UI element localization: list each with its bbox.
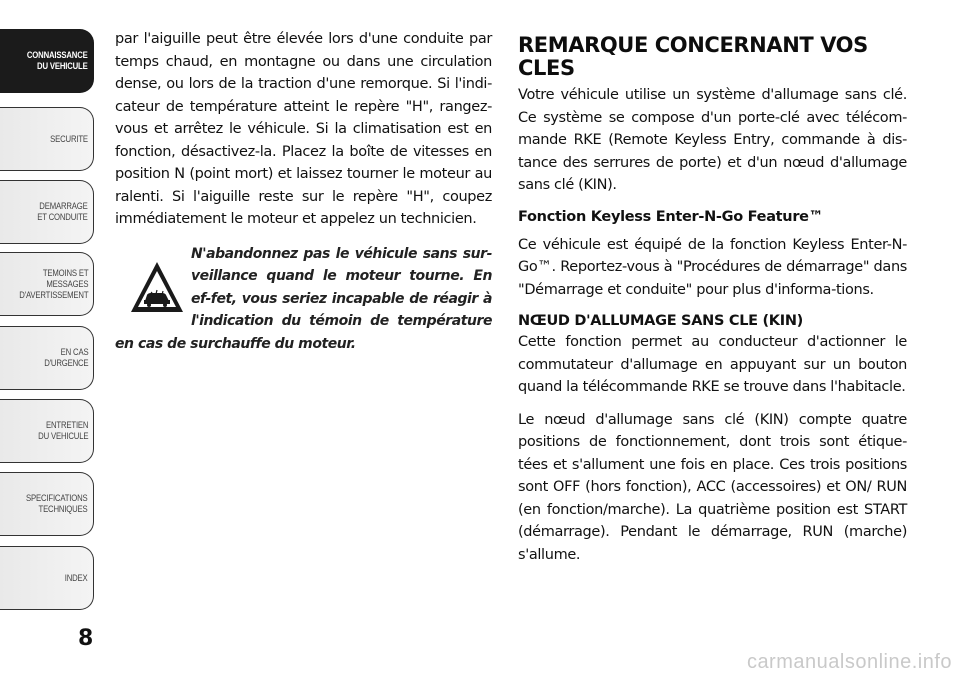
tab-demarrage-et-conduite[interactable]: [0, 180, 94, 244]
warning-box: [115, 243, 492, 356]
tab-label: SECURITE: [50, 133, 88, 144]
tab-label: INDEX: [65, 572, 88, 583]
chapter-sidebar: [0, 0, 97, 600]
section-title: REMARQUE CONCERNANT VOS CLES: [518, 33, 868, 80]
tab-entretien-du-vehicule[interactable]: [0, 399, 94, 463]
tab-index[interactable]: [0, 546, 94, 610]
tab-label: TEMOINS ET MESSAGES D'AVERTISSEMENT: [18, 267, 88, 300]
watermark: carmanualsonline.info: [746, 651, 952, 673]
kin-paragraph-2: Le nœud d'allumage sans clé (KIN) compte quatre positions de fonctionnement, dont trois sont étique-tées et s'allument une fois en place. Ces trois positions sont OFF (hors fonction), ACC (accessoires) et ON/ RUN (en fonction/marche). La quatrième position est START (démarrage). Pendant le démarrage, RUN (marche) s'allume.: [518, 411, 907, 563]
tab-label: CONNAISSANCE DU VEHICULE: [27, 50, 88, 71]
tab-label: DEMARRAGE ET CONDUITE: [37, 201, 88, 222]
warning-text: N'abandonnez pas le véhicule sans sur-veillance quand le moteur tourne. En ef-fet, vous seriez incapable de réagir à l'indication du témoin de température en cas de surchauffe du moteur.: [115, 245, 492, 352]
kin-heading: NŒUD D'ALLUMAGE SANS CLE (KIN): [518, 313, 804, 329]
keyless-paragraph: Ce véhicule est équipé de la fonction Keyless Enter-N-Go™. Reportez-vous à "Procédures de démarrage" dans "Démarrage et conduite" pour plus d'informa-tions.: [518, 236, 907, 298]
warning-triangle-car-icon: [129, 259, 185, 315]
right-column: [518, 28, 907, 576]
tab-connaissance-du-vehicule[interactable]: [0, 29, 94, 93]
tab-temoins-et-messages[interactable]: [0, 252, 94, 316]
page-number: 8: [78, 626, 94, 651]
tab-securite[interactable]: [0, 107, 94, 171]
keyless-heading: Fonction Keyless Enter-N-Go Feature™: [518, 208, 823, 225]
temperature-paragraph: par l'aiguille peut être élevée lors d'une conduite par temps chaud, en montagne ou dans une circulation dense, ou lors de la traction d'une remorque. Si l'indi-cateur de température atteint le repère "H", rangez-vous et arrêtez le véhicule. Si la climatisation est en fonction, désactivez-la. Placez la boîte de vitesses en position N (point mort) et laissez tourner le moteur au ralenti. Si l'aiguille reste sur le repère "H", coupez immédiatement le moteur et appelez un technicien.: [115, 31, 492, 227]
left-column: [115, 28, 492, 355]
keys-intro-paragraph: Votre véhicule utilise un système d'allumage sans clé. Ce système se compose d'un porte-clé avec télécom-mande RKE (Remote Keyless Entry, commande à dis-tance des serrures de porte) et d'un nœud d'allumage sans clé (KIN).: [518, 87, 907, 193]
tab-label: SPECIFICATIONS TECHNIQUES: [26, 493, 88, 514]
tab-label: ENTRETIEN DU VEHICULE: [37, 420, 88, 441]
tab-en-cas-d-urgence[interactable]: [0, 326, 94, 390]
kin-paragraph-1: Cette fonction permet au conducteur d'actionner le commutateur d'allumage en appuyant sur un bouton quand la télécommande RKE se trouve dans l'habitacle.: [518, 334, 907, 395]
tab-label: EN CAS D'URGENCE: [43, 347, 88, 368]
tab-specifications-techniques[interactable]: [0, 472, 94, 536]
